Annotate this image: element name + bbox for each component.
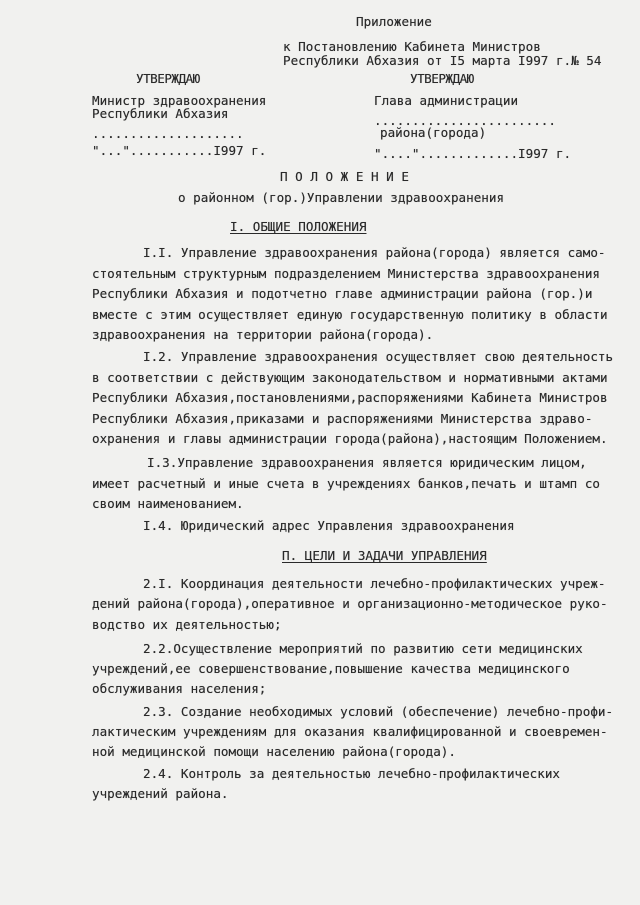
section-2-heading: П. ЦЕЛИ И ЗАДАЧИ УПРАВЛЕНИЯ [282,548,487,563]
section-2-line-5: учреждений,ее совершенствование,повышение качества медицинского [92,661,570,676]
section-1-line-1: I.I. Управление здравоохранения района(города) является само- [143,245,606,260]
section-2-line-7: 2.3. Создание необходимых условий (обеспечение) лечебно-профи- [143,704,614,719]
section-2-line-8: лактическим учреждениям для оказания квалифицированной и своевремен- [92,724,608,739]
approve-left-signature-dots: .................... [92,126,244,141]
section-1-line-12: имеет расчетный и иные счета в учреждениях банков,печать и штамп со [92,476,600,491]
document-title: П О Л О Ж Е Н И Е [280,169,409,184]
section-1-line-11: I.3.Управление здравоохранения является юридическим лицом, [147,455,587,470]
section-1-line-5: здравоохранения на территории района(города). [92,327,434,342]
section-1-line-9: Республики Абхазия,приказами и распоряжениями Министерства здраво- [92,411,593,426]
approve-left-position-2: Республики Абхазия [92,106,229,121]
section-1-line-2: стоятельным структурным подразделением Министерства здравоохранения [92,266,600,281]
approve-right-signature-dots: ........................ [374,113,556,128]
section-2-line-3: водство их деятельностью; [92,617,282,632]
section-1-line-3: Республики Абхазия и подотчетно главе администрации района (гор.)и [92,286,593,301]
document-subtitle: о районном (гор.)Управлении здравоохранения [178,190,505,205]
section-2-line-9: ной медицинской помощи населению района(города). [92,744,456,759]
approve-right-district: района(города) [380,125,487,140]
approve-left-date: "..."...........I997 г. [92,143,267,158]
appendix-label: Приложение [356,14,432,29]
section-2-line-1: 2.I. Координация деятельности лечебно-профилактических учреж- [143,576,606,591]
section-1-line-13: своим наименованием. [92,496,244,511]
section-2-line-6: обслуживания населения; [92,681,267,696]
section-1-line-6: I.2. Управление здравоохранения осуществляет свою деятельность [143,349,614,364]
section-1-line-4: вместе с этим осуществляет единую государственную политику в области [92,307,608,322]
section-1-line-7: в соответствии с действующим законодательством и нормативными актами [92,370,608,385]
decree-reference: к Постановлению Кабинета Министров [283,39,541,54]
approve-left-label: УТВЕРЖДАЮ [136,71,200,86]
section-2-line-11: учреждений района. [92,786,229,801]
section-1-line-8: Республики Абхазия,постановлениями,распоряжениями Кабинета Министров [92,390,608,405]
approve-right-label: УТВЕРЖДАЮ [410,71,474,86]
approve-right-position-1: Глава администрации [374,93,519,108]
decree-date-number: Республики Абхазия от I5 марта I997 г.№ 54 [283,53,602,68]
section-2-line-4: 2.2.Осуществление мероприятий по развитию сети медицинских [143,641,583,656]
section-1-line-14: I.4. Юридический адрес Управления здравоохранения [143,518,515,533]
section-2-line-2: дений района(города),оперативное и организационно-методическое руко- [92,596,608,611]
approve-right-date: "....".............I997 г. [374,146,572,161]
section-1-heading: I. ОБЩИЕ ПОЛОЖЕНИЯ [230,219,367,234]
section-2-line-10: 2.4. Контроль за деятельностью лечебно-профилактических [143,766,561,781]
section-1-line-10: охранения и главы администрации города(района),настоящим Положением. [92,431,608,446]
approve-left-position-1: Министр здравоохранения [92,93,267,108]
